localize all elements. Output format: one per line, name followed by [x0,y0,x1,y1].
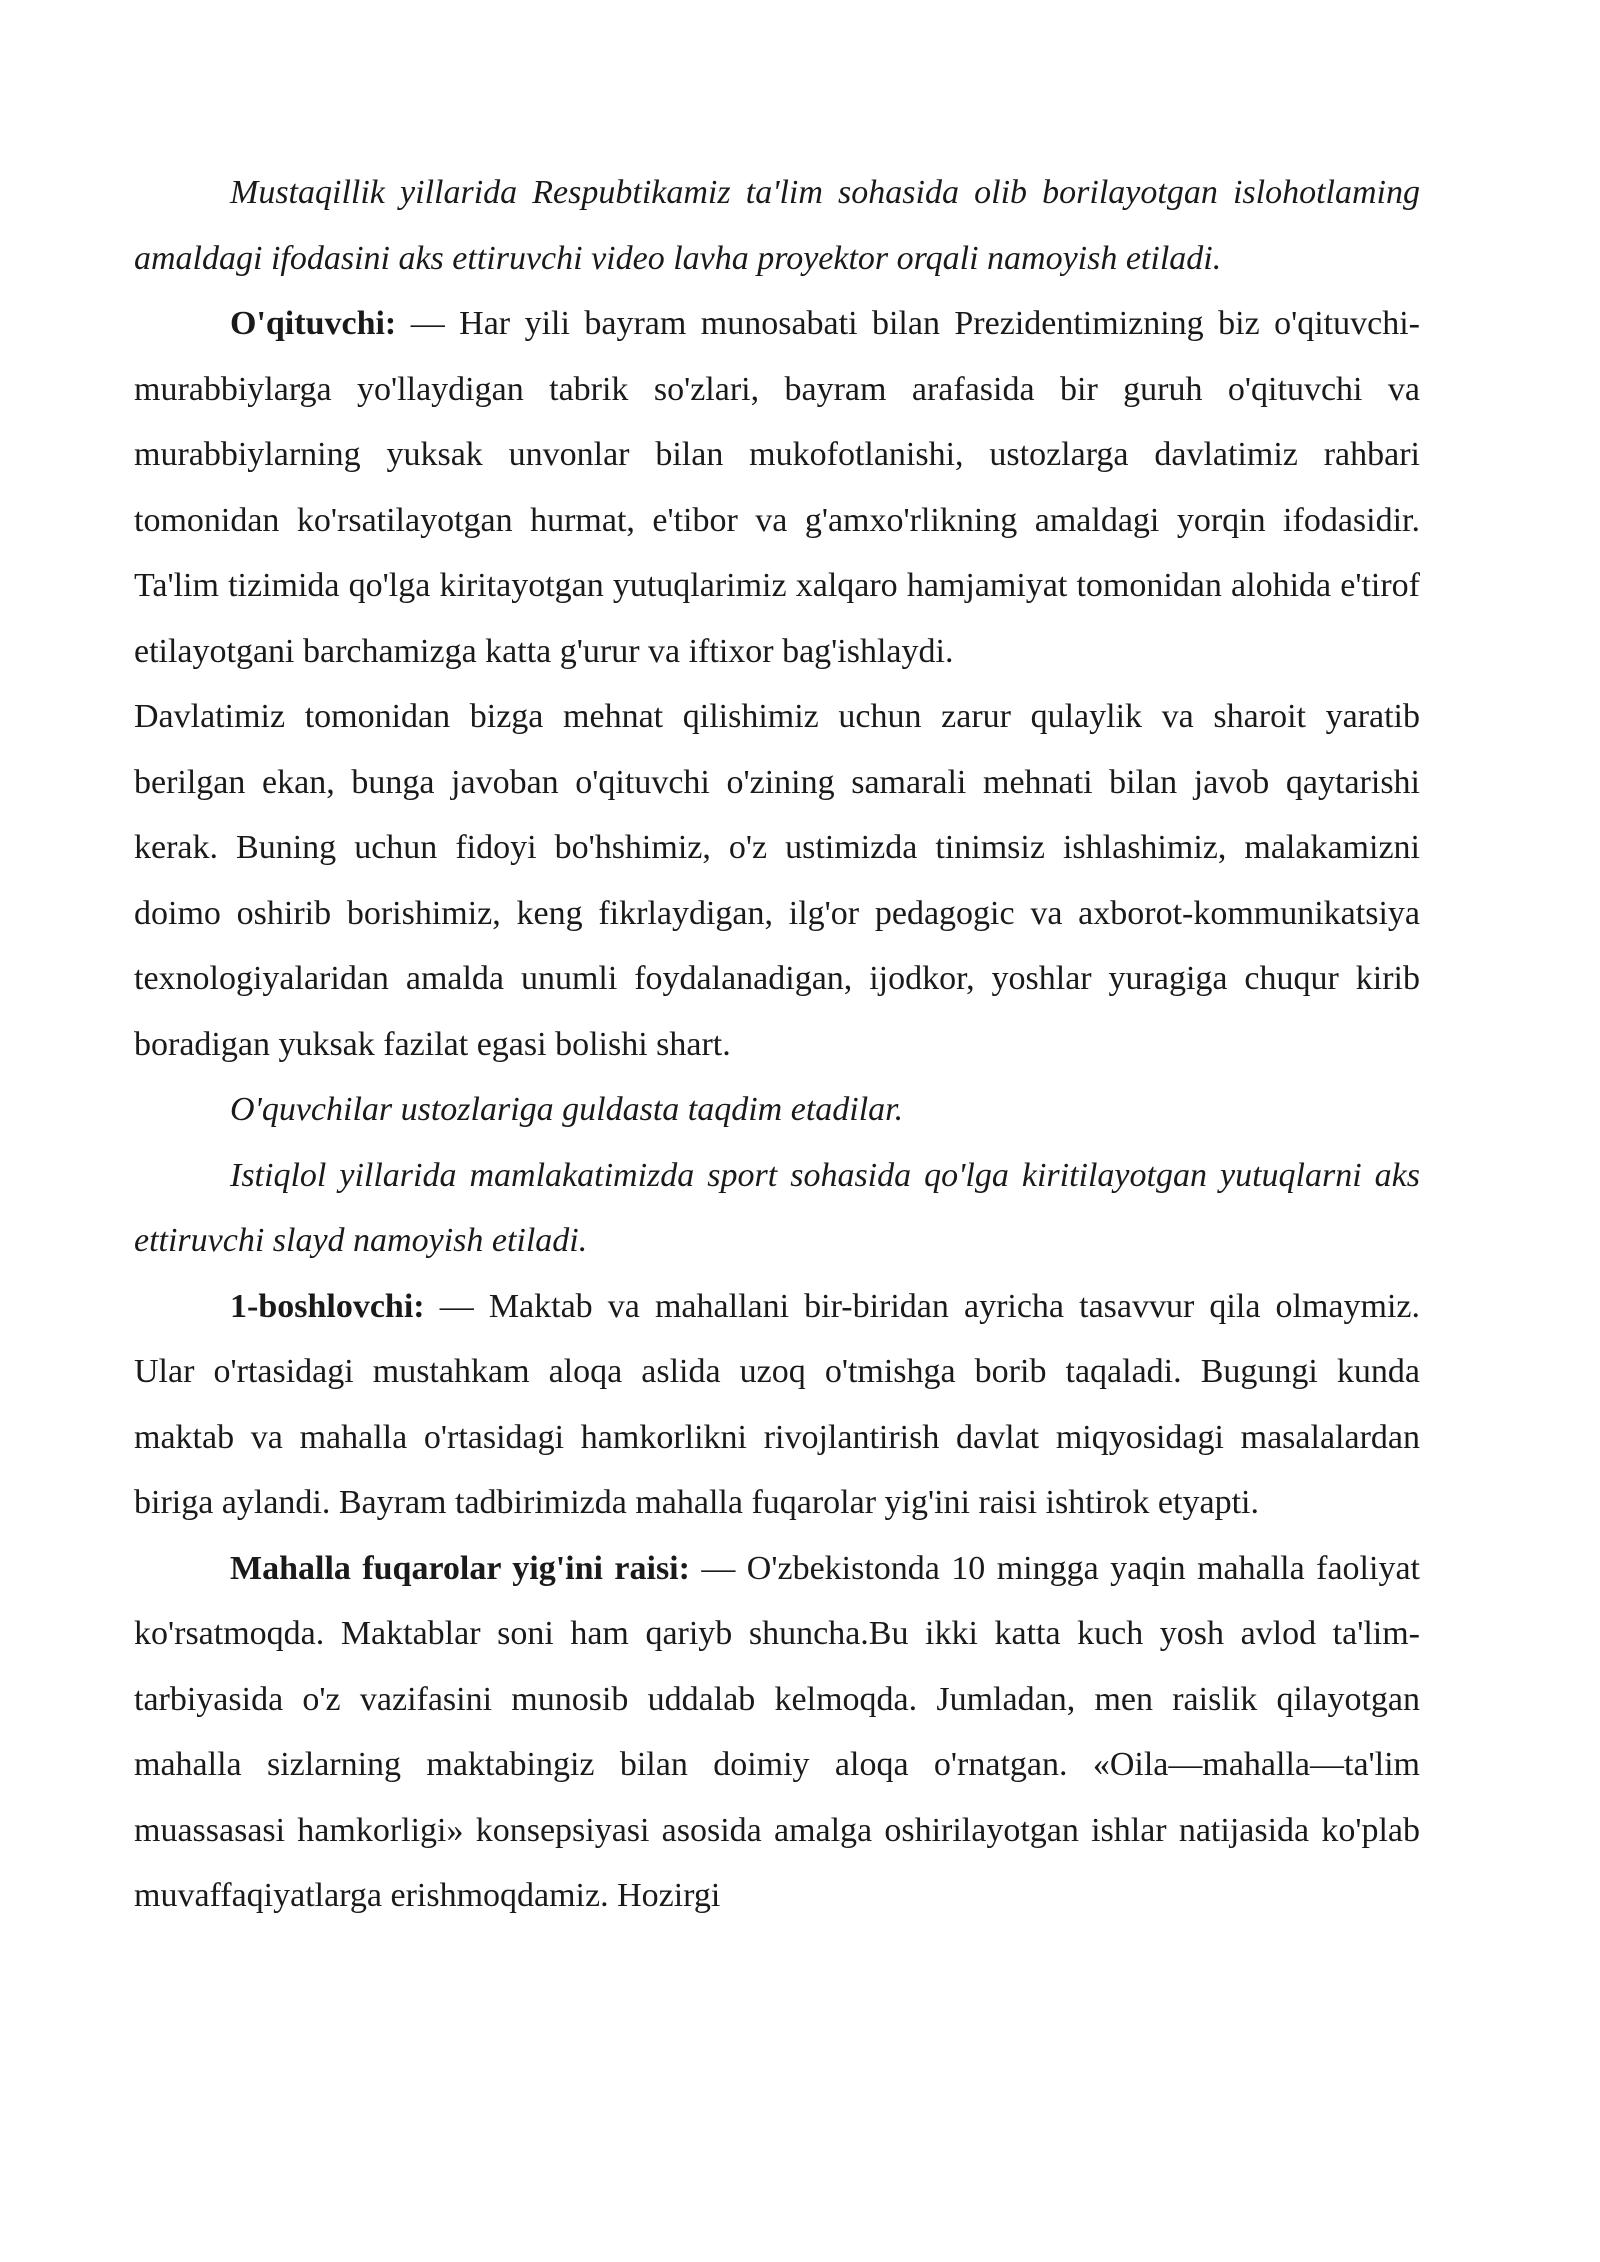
speaker-label: O'qituvchi: [230,305,397,342]
document-page [134,160,1420,1929]
teacher-speech [134,291,1420,684]
speaker-label: 1-boshlovchi: [230,1287,425,1325]
speech-text: — Har yili bayram munosabati bilan Prezidentimizning biz o'qituvchi-murabbiylarga yo'llaydigan tabrik so'zlari, bayram arafasida bir guruh o'qituvchi va murabbiylarning yuksak unvonlar bilan mukofotlanishi, ustozlarga davlatimiz rahbari tomonidan ko'rsatilayotgan hurmat, e'tibor va g'amxo'rlikning amaldagi yorqin ifodasidir. Ta'lim tizimida qo'lga kiritayotgan yutuqlarimiz xalqaro hamjamiyat tomonidan alohida e'tirof etilayotgani barchamizga katta g'urur va iftixor bag'ishlaydi. [134,305,1420,670]
stage-direction-flowers: O'quvchilar ustozlariga guldasta taqdim etadilar. [230,1091,904,1128]
teacher-speech-continued: Davlatimiz tomonidan bizga mehnat qilishimiz uchun zarur qulaylik va sharoit yaratib berilgan ekan, bunga javoban o'qituvchi o'zining samarali mehnati bilan javob qaytarishi kerak. Buning uchun fidoyi bo'hshimiz, o'z ustimizda tinimsiz ishlashimiz, malakamizni doimo oshirib borishimiz, keng fikrlaydigan, ilg'or pedagogic va axborot-kommunikatsiya texnologiyalaridan amalda unumli foydalanadigan, ijodkor, yoshlar yuragiga chuqur kirib boradigan yuksak fazilat egasi bolishi shart. [134,698,1420,1063]
speech-text: — O'zbekistonda 10 mingga yaqin mahalla faoliyat ko'rsatmoqda. Maktablar soni ham qariyb shuncha.Bu ikki katta kuch yosh avlod ta'lim-tarbiyasida o'z vazifasini munosib uddalab kelmoqda. Jumladan, men raislik qilayotgan mahalla sizlarning maktabingiz bilan doimiy aloqa o'rnatgan. «Oila—mahalla—ta'lim muassasasi hamkorligi» konsepsiyasi asosida amalga oshirilayotgan ishlar natijasida ko'plab muvaffaqiyatlarga erishmoqdamiz. Hozirgi [134,1549,1420,1914]
speech-text: — Maktab va mahallani bir-biridan ayricha tasavvur qila olmaymiz. Ular o'rtasidagi mustahkam aloqa aslida uzoq o'tmishga borib taqaladi. Bugungi kunda maktab va mahalla o'rtasidagi hamkorlikni rivojlantirish davlat miqyosidagi masalalardan biriga aylandi. Bayram tadbirimizda mahalla fuqarolar yig'ini raisi ishtirok etyapti. [134,1287,1420,1521]
stage-direction-video: Mustaqillik yillarida Respubtikamiz ta'lim sohasida olib borilayotgan islohotlaming amaldagi ifodasini aks ettiruvchi video lavha proyektor orqali namoyish etiladi. [134,174,1420,277]
stage-direction-slides: Istiqlol yillarida mamlakatimizda sport sohasida qo'lga kiritilayotgan yutuqlarni aks ettiruvchi slayd namoyish etiladi. [134,1156,1420,1259]
mahalla-chair-speech [134,1536,1420,1929]
speaker-label: Mahalla fuqarolar yig'ini raisi: [230,1549,690,1587]
host-speech [134,1274,1420,1536]
